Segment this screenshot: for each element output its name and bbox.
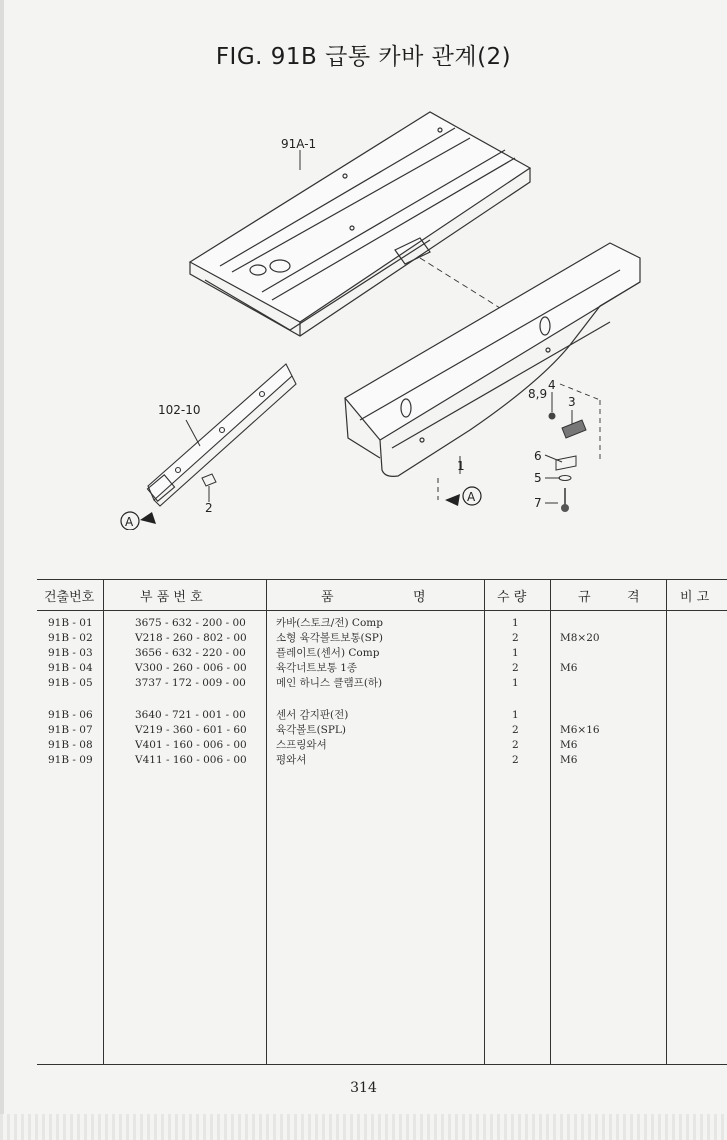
view-marker-a-left: A: [125, 515, 134, 529]
row-7-part: V219 - 360 - 601 - 60: [135, 724, 247, 736]
bolt-2-drawing: [202, 474, 216, 502]
washer-5-shape: [559, 476, 571, 481]
row-9-spec: M6: [560, 754, 578, 766]
row-5-part: 3737 - 172 - 009 - 00: [135, 677, 246, 689]
callout-4: 4: [548, 378, 556, 392]
callout-8-9: 8,9: [528, 387, 548, 401]
row-6-name: 센서 감지판(전): [276, 709, 349, 721]
header-item-no: 건출번호: [44, 590, 95, 605]
row-1-name: 카바(스토크/전) Comp: [276, 617, 383, 629]
row-3-qty: 1: [512, 647, 519, 659]
row-2-name: 소형 육각볼트보통(SP): [276, 632, 383, 644]
row-4-qty: 2: [512, 662, 519, 674]
row-6-qty: 1: [512, 709, 519, 721]
row-4-name: 육각너트보통 1종: [276, 662, 358, 674]
row-5-qty: 1: [512, 677, 519, 689]
row-1-part: 3675 - 632 - 200 - 00: [135, 617, 246, 629]
header-spec-right: 격: [627, 590, 640, 605]
row-9-part: V411 - 160 - 006 - 00: [135, 754, 247, 766]
callout-7: 7: [534, 496, 542, 510]
exploded-parts-diagram: [0, 90, 727, 530]
row-9-name: 평와셔: [276, 754, 307, 766]
parts-list-table: [37, 579, 727, 1065]
row-2-item: 91B - 02: [48, 632, 93, 644]
row-4-spec: M6: [560, 662, 578, 674]
row-9-item: 91B - 09: [48, 754, 93, 766]
row-8-item: 91B - 08: [48, 739, 93, 751]
row-8-spec: M6: [560, 739, 578, 751]
row-1-qty: 1: [512, 617, 519, 629]
callout-5: 5: [534, 471, 542, 485]
row-2-qty: 2: [512, 632, 519, 644]
row-8-qty: 2: [512, 739, 519, 751]
row-7-name: 육각볼트(SPL): [276, 724, 346, 736]
nut-4-shape: [549, 413, 556, 420]
detector-plate-6-shape: [556, 456, 576, 470]
row-8-part: V401 - 160 - 006 - 00: [135, 739, 247, 751]
harness-clamp-drawing: [147, 364, 296, 506]
row-4-item: 91B - 04: [48, 662, 93, 674]
header-spec-left: 규: [578, 590, 591, 605]
row-3-name: 플레이트(센서) Comp: [276, 647, 380, 659]
row-7-spec: M6×16: [560, 724, 600, 736]
row-2-spec: M8×20: [560, 632, 600, 644]
bolt-7-shape: [561, 504, 569, 512]
sensor-plate-3-shape: [562, 420, 586, 438]
row-6-item: 91B - 06: [48, 709, 93, 721]
view-arrow-left: [140, 512, 156, 524]
row-1-item: 91B - 01: [48, 617, 93, 629]
row-7-qty: 2: [512, 724, 519, 736]
row-6-part: 3640 - 721 - 001 - 00: [135, 709, 246, 721]
scan-edge: [0, 1114, 727, 1140]
row-2-part: V218 - 260 - 802 - 00: [135, 632, 247, 644]
row-5-item: 91B - 05: [48, 677, 93, 689]
callout-1: 1: [457, 459, 465, 473]
row-5-name: 메인 하니스 클램프(하): [276, 677, 383, 689]
callout-2: 2: [205, 501, 213, 515]
view-arrow-right: [445, 494, 460, 506]
top-cover-plate-drawing: [190, 112, 530, 336]
callout-91a-1: 91A-1: [281, 137, 317, 151]
header-qty: 수 량: [497, 590, 527, 605]
header-part-no: 부 품 번 호: [140, 590, 203, 605]
row-9-qty: 2: [512, 754, 519, 766]
row-8-name: 스프링와셔: [276, 739, 327, 751]
header-remarks: 비 고: [680, 590, 710, 605]
row-7-item: 91B - 07: [48, 724, 93, 736]
callout-3: 3: [568, 395, 576, 409]
callout-102-10: 102-10: [158, 403, 201, 417]
row-3-item: 91B - 03: [48, 647, 93, 659]
page-number: 314: [350, 1080, 377, 1096]
header-name-left: 품: [321, 590, 334, 605]
header-name-right: 명: [413, 590, 426, 605]
callout-6: 6: [534, 449, 542, 463]
main-cover-drawing: [345, 243, 640, 476]
row-3-part: 3656 - 632 - 220 - 00: [135, 647, 246, 659]
figure-title: FIG. 91B 급통 카바 관계(2): [215, 44, 512, 70]
view-marker-a-right: A: [467, 490, 476, 504]
row-4-part: V300 - 260 - 006 - 00: [135, 662, 247, 674]
